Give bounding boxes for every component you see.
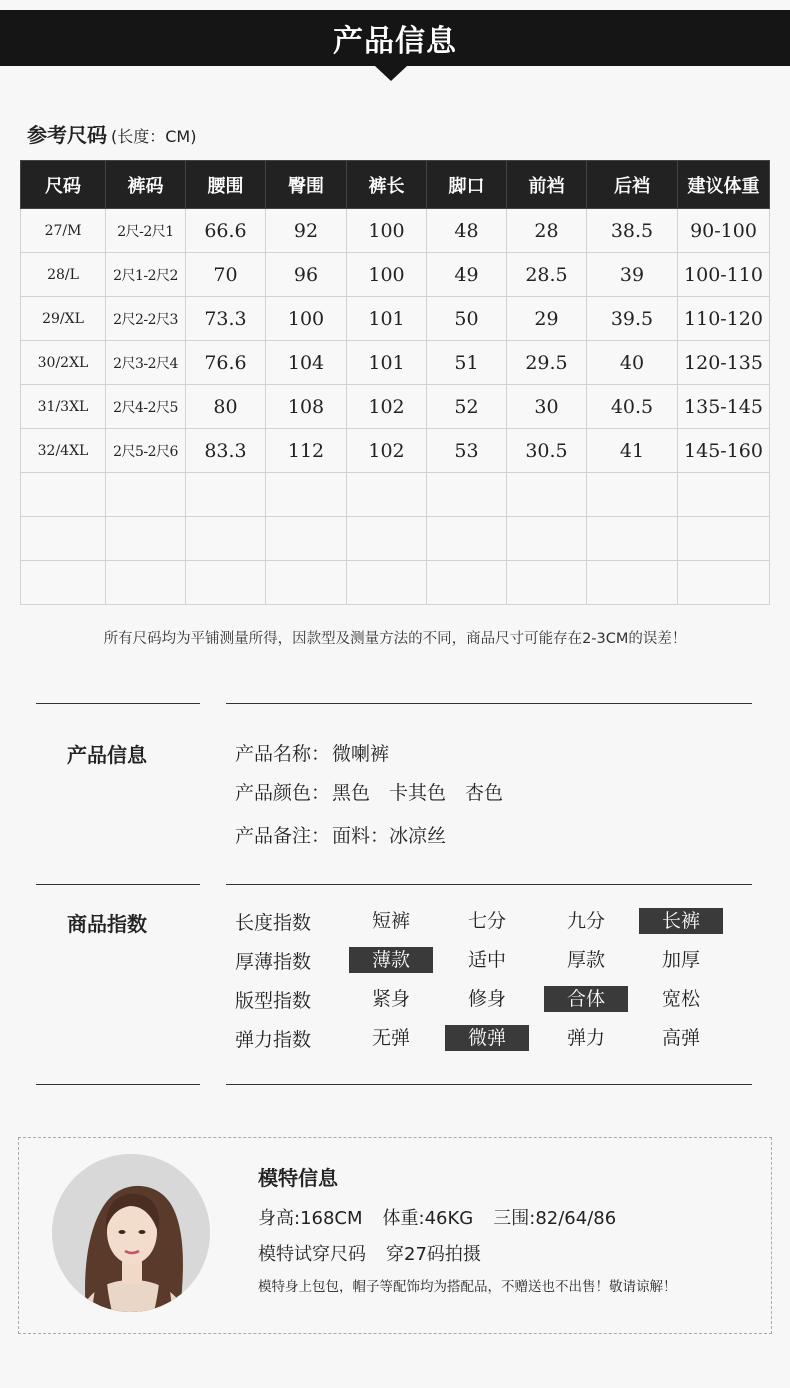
table-cell: 31/3XL <box>21 385 106 429</box>
model-avatar <box>52 1154 210 1312</box>
product-info-title: 产品信息 <box>67 743 147 767</box>
index-label: 弹力指数 <box>235 1029 312 1051</box>
model-size-line <box>258 1240 481 1266</box>
table-cell: 29.5 <box>507 341 587 385</box>
model-size-label: 模特试穿尺码 <box>258 1244 366 1265</box>
table-cell-empty <box>427 561 507 605</box>
table-row <box>21 429 770 473</box>
index-option-selected: 合体 <box>544 986 628 1012</box>
size-table-header-cell: 尺码 <box>21 161 106 209</box>
banner-title: 产品信息 <box>333 24 457 59</box>
size-chart-table <box>20 160 770 605</box>
size-chart-title: 参考尺码 <box>27 123 107 147</box>
table-cell: 53 <box>427 429 507 473</box>
table-row <box>21 253 770 297</box>
divider <box>36 1084 200 1085</box>
table-cell-empty <box>347 561 427 605</box>
table-cell: 2尺3-2尺4 <box>106 341 186 385</box>
divider <box>226 1084 752 1085</box>
table-cell: 38.5 <box>587 209 678 253</box>
table-cell: 48 <box>427 209 507 253</box>
size-chart-unit: (长度：CM) <box>111 127 197 146</box>
table-cell-empty <box>678 517 770 561</box>
measurement-note: 所有尺码均为平铺测量所得，因款型及测量方法的不同，商品尺寸可能存在2-3CM的误差！ <box>103 631 687 647</box>
index-label: 长度指数 <box>235 912 312 934</box>
table-cell: 76.6 <box>186 341 266 385</box>
index-option: 无弹 <box>371 1027 410 1049</box>
product-name-label: 产品名称： <box>235 743 331 765</box>
table-cell: 29 <box>507 297 587 341</box>
table-cell: 102 <box>347 429 427 473</box>
product-remark-line <box>235 821 446 848</box>
product-name-line <box>235 739 389 766</box>
table-cell: 102 <box>347 385 427 429</box>
index-option: 七分 <box>467 910 506 932</box>
table-cell: 83.3 <box>186 429 266 473</box>
index-option-selected: 薄款 <box>349 947 433 973</box>
divider <box>226 884 752 885</box>
table-cell: 29/XL <box>21 297 106 341</box>
size-table-header-row <box>21 161 770 209</box>
table-cell: 2尺2-2尺3 <box>106 297 186 341</box>
table-row <box>21 385 770 429</box>
table-cell: 100 <box>266 297 347 341</box>
divider <box>226 703 752 704</box>
index-option: 加厚 <box>661 949 700 971</box>
table-cell-empty <box>266 473 347 517</box>
table-cell: 50 <box>427 297 507 341</box>
index-option: 高弹 <box>661 1027 700 1049</box>
table-cell: 110-120 <box>678 297 770 341</box>
index-row <box>235 908 755 934</box>
table-cell: 2尺4-2尺5 <box>106 385 186 429</box>
size-table-header-cell: 前裆 <box>507 161 587 209</box>
table-cell: 101 <box>347 341 427 385</box>
table-cell: 2尺-2尺1 <box>106 209 186 253</box>
table-cell: 52 <box>427 385 507 429</box>
table-cell-empty <box>507 561 587 605</box>
index-option: 弹力 <box>566 1027 605 1049</box>
table-cell: 100 <box>347 253 427 297</box>
table-cell: 28/L <box>21 253 106 297</box>
index-option-selected: 微弹 <box>445 1025 529 1051</box>
section-banner <box>0 10 790 66</box>
index-option: 厚款 <box>566 949 605 971</box>
table-cell: 40 <box>587 341 678 385</box>
table-cell: 70 <box>186 253 266 297</box>
table-cell-empty <box>21 561 106 605</box>
index-option: 紧身 <box>371 988 410 1010</box>
size-table-header-cell: 脚口 <box>427 161 507 209</box>
table-cell: 30 <box>507 385 587 429</box>
table-cell-empty <box>427 473 507 517</box>
index-row <box>235 1025 755 1051</box>
table-row <box>21 209 770 253</box>
table-cell: 100-110 <box>678 253 770 297</box>
model-stats <box>258 1204 616 1230</box>
table-cell: 104 <box>266 341 347 385</box>
table-cell: 51 <box>427 341 507 385</box>
table-cell: 28 <box>507 209 587 253</box>
table-cell: 112 <box>266 429 347 473</box>
index-row <box>235 986 755 1012</box>
table-cell-empty <box>507 517 587 561</box>
table-cell-empty <box>266 561 347 605</box>
table-cell-empty <box>106 473 186 517</box>
size-chart-caption <box>27 119 196 148</box>
table-cell: 27/M <box>21 209 106 253</box>
table-row <box>21 297 770 341</box>
banner-arrow-icon <box>375 66 407 81</box>
table-cell: 96 <box>266 253 347 297</box>
model-size-value: 穿27码拍摄 <box>386 1244 481 1265</box>
index-option: 适中 <box>467 949 506 971</box>
table-cell-empty <box>186 473 266 517</box>
table-cell-empty <box>678 561 770 605</box>
table-cell-empty <box>587 517 678 561</box>
table-cell: 41 <box>587 429 678 473</box>
index-row <box>235 947 755 973</box>
table-cell-empty <box>106 561 186 605</box>
divider <box>36 884 200 885</box>
table-cell: 39 <box>587 253 678 297</box>
table-cell: 30.5 <box>507 429 587 473</box>
table-cell-empty <box>587 473 678 517</box>
table-cell: 2尺5-2尺6 <box>106 429 186 473</box>
table-cell: 28.5 <box>507 253 587 297</box>
product-name-value: 微喇裤 <box>332 743 390 765</box>
size-table-header-cell: 臀围 <box>266 161 347 209</box>
table-cell: 101 <box>347 297 427 341</box>
product-color-label: 产品颜色： <box>235 782 331 804</box>
table-cell: 120-135 <box>678 341 770 385</box>
divider <box>36 703 200 704</box>
table-cell: 32/4XL <box>21 429 106 473</box>
model-weight: 体重:46KG <box>382 1208 474 1229</box>
product-index-title: 商品指数 <box>67 912 147 936</box>
index-option: 短裤 <box>371 910 410 932</box>
model-height: 身高:168CM <box>258 1208 363 1229</box>
table-row-empty <box>21 473 770 517</box>
table-row <box>21 341 770 385</box>
table-cell: 66.6 <box>186 209 266 253</box>
size-table-header-cell: 后裆 <box>587 161 678 209</box>
index-label: 版型指数 <box>235 990 312 1012</box>
product-color-value: 黑色 卡其色 杏色 <box>332 782 504 804</box>
product-remark-value: 面料：冰凉丝 <box>332 825 447 847</box>
table-cell-empty <box>347 473 427 517</box>
size-table-header-cell: 建议体重 <box>678 161 770 209</box>
table-cell: 108 <box>266 385 347 429</box>
table-cell-empty <box>106 517 186 561</box>
model-portrait-icon <box>52 1154 210 1312</box>
size-table-header-cell: 腰围 <box>186 161 266 209</box>
index-option: 九分 <box>566 910 605 932</box>
table-cell: 2尺1-2尺2 <box>106 253 186 297</box>
index-option: 宽松 <box>661 988 700 1010</box>
table-cell-empty <box>587 561 678 605</box>
table-cell-empty <box>347 517 427 561</box>
table-cell: 73.3 <box>186 297 266 341</box>
table-cell: 40.5 <box>587 385 678 429</box>
table-cell-empty <box>266 517 347 561</box>
index-option: 修身 <box>467 988 506 1010</box>
model-disclaimer: 模特身上包包，帽子等配饰均为搭配品，不赠送也不出售！敬请谅解！ <box>258 1279 677 1295</box>
table-cell-empty <box>21 517 106 561</box>
product-remark-label: 产品备注： <box>235 825 331 847</box>
table-cell: 80 <box>186 385 266 429</box>
index-option-selected: 长裤 <box>639 908 723 934</box>
table-cell-empty <box>678 473 770 517</box>
table-cell-empty <box>507 473 587 517</box>
table-cell-empty <box>21 473 106 517</box>
table-cell: 39.5 <box>587 297 678 341</box>
model-info-title: 模特信息 <box>258 1166 338 1190</box>
table-cell-empty <box>186 561 266 605</box>
table-cell: 145-160 <box>678 429 770 473</box>
table-cell: 135-145 <box>678 385 770 429</box>
table-cell-empty <box>186 517 266 561</box>
table-row-empty <box>21 561 770 605</box>
table-cell: 100 <box>347 209 427 253</box>
index-label: 厚薄指数 <box>235 951 312 973</box>
table-cell: 92 <box>266 209 347 253</box>
table-cell-empty <box>427 517 507 561</box>
table-row-empty <box>21 517 770 561</box>
product-color-line <box>235 778 503 805</box>
model-measurements: 三围:82/64/86 <box>493 1208 617 1229</box>
table-cell: 49 <box>427 253 507 297</box>
table-cell: 90-100 <box>678 209 770 253</box>
size-table-header-cell: 裤码 <box>106 161 186 209</box>
size-table-header-cell: 裤长 <box>347 161 427 209</box>
table-cell: 30/2XL <box>21 341 106 385</box>
